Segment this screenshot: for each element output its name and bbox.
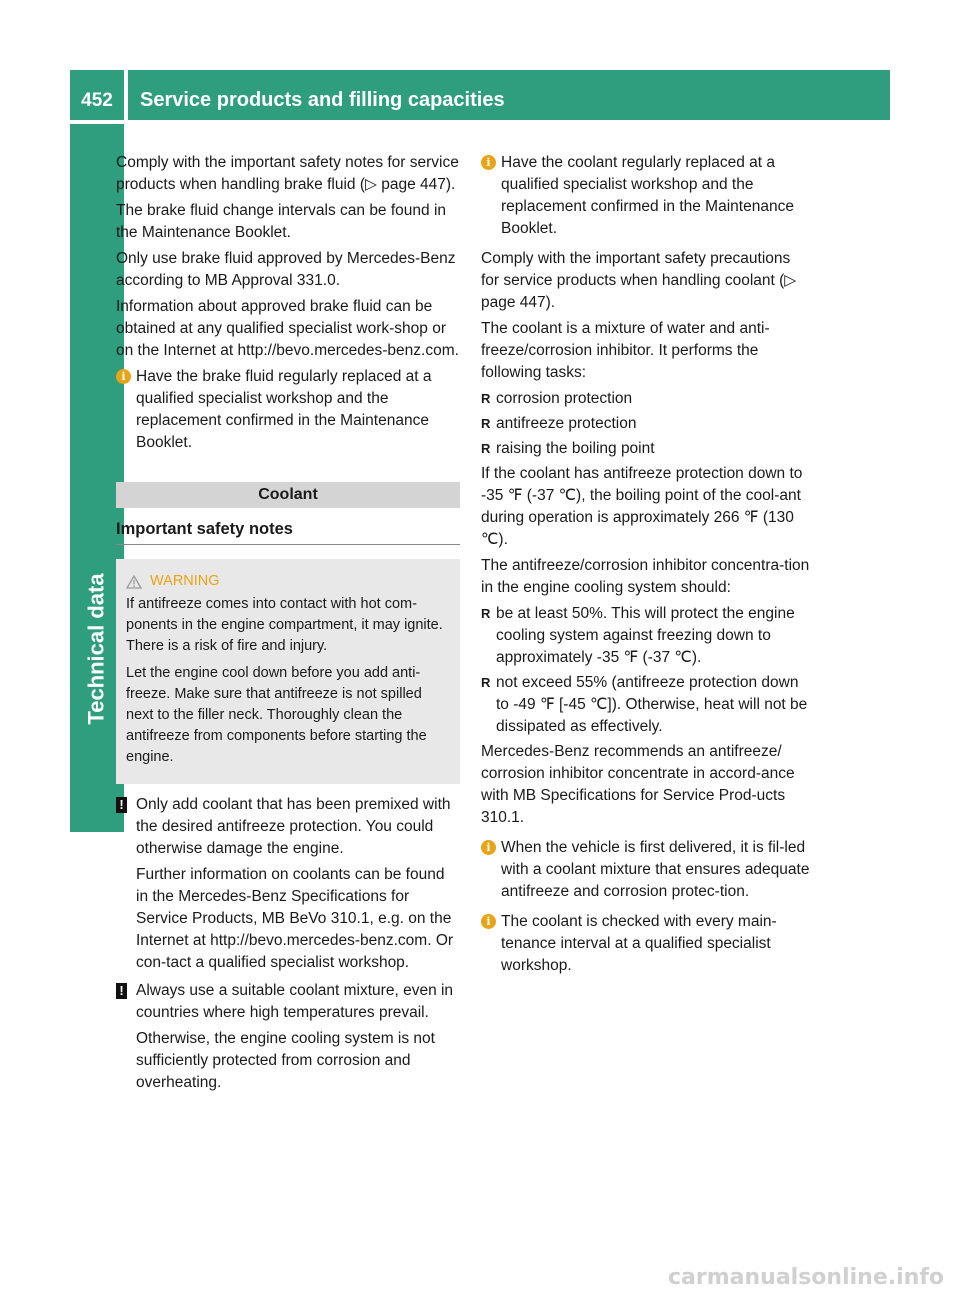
- subheading: Important safety notes: [116, 518, 460, 545]
- section-title: Coolant: [116, 482, 460, 508]
- list-item: [481, 672, 811, 738]
- paragraph: Only use brake fluid approved by Mercedes-Benz according to MB Approval 331.0.: [116, 250, 456, 289]
- warning-box: [116, 559, 460, 784]
- info-icon: i: [116, 369, 131, 384]
- info-text: The coolant is checked with every main-tenance interval at a qualified specialist workshop.: [501, 913, 777, 974]
- paragraph: Comply with the important safety notes for service products when handling brake fluid (▷ page 447).: [116, 154, 459, 193]
- exclamation-icon: !: [116, 797, 127, 813]
- warning-header: [126, 571, 450, 592]
- paragraph: The brake fluid change intervals can be found in the Maintenance Booklet.: [116, 202, 447, 241]
- bullet-icon: R: [481, 675, 491, 690]
- list-item-text: raising the boiling point: [496, 440, 655, 457]
- notice-text: Otherwise, the engine cooling system is not sufficiently protected from corrosion and overheating.: [136, 1030, 435, 1091]
- bullet-icon: R: [481, 606, 491, 621]
- notice-text: Always use a suitable coolant mixture, even in countries where high temperatures prevail.: [136, 982, 454, 1021]
- task-list: [481, 388, 811, 460]
- info-text: When the vehicle is first delivered, it is fil-led with a coolant mixture that ensures adequate antifreeze and corrosion protec-tion.: [501, 839, 810, 900]
- notice-note: [116, 794, 460, 974]
- paragraph: If the coolant has antifreeze protection down to -35 ℉ (-37 ℃), the boiling point of the cool-ant during operation is approximately 266 ℉ (130 ℃).: [481, 465, 803, 548]
- list-item-text: antifreeze protection: [496, 415, 637, 432]
- list-item-text: corrosion protection: [496, 390, 633, 407]
- notice-note: [116, 980, 460, 1094]
- warning-triangle-icon: [126, 575, 142, 589]
- list-item: [481, 413, 811, 435]
- list-item-text: not exceed 55% (antifreeze protection down to -49 ℉ [-45 ℃]). Otherwise, heat will not be dissipated as effectively.: [496, 674, 808, 735]
- warning-label: WARNING: [150, 573, 220, 589]
- paragraph: The coolant is a mixture of water and anti-freeze/corrosion inhibitor. It performs the following tasks:: [481, 320, 770, 381]
- info-icon: i: [481, 840, 496, 855]
- paragraph: Information about approved brake fluid can be obtained at any qualified specialist work-shop or on the Internet at http://bevo.mercedes-benz.com.: [116, 298, 459, 359]
- watermark: carmanualsonline.info: [668, 1265, 944, 1290]
- bullet-icon: R: [481, 416, 491, 431]
- requirement-list: [481, 603, 811, 738]
- paragraph: The antifreeze/corrosion inhibitor concentra-tion in the engine cooling system should:: [481, 557, 810, 596]
- info-note: [116, 366, 460, 454]
- list-item: [481, 388, 811, 410]
- info-text: Have the brake fluid regularly replaced at a qualified specialist workshop and the replacement confirmed in the Maintenance Booklet.: [136, 368, 432, 451]
- right-column: [481, 152, 811, 985]
- side-tab-label: Technical data: [84, 573, 110, 725]
- bullet-icon: R: [481, 441, 491, 456]
- info-note: [481, 837, 811, 903]
- info-icon: i: [481, 914, 496, 929]
- info-note: [481, 911, 811, 977]
- exclamation-icon: !: [116, 983, 127, 999]
- paragraph: Comply with the important safety precautions for service products when handling coolant (▷ page 447).: [481, 250, 797, 311]
- header-title: Service products and filling capacities: [128, 70, 890, 120]
- notice-text: Further information on coolants can be found in the Mercedes-Benz Specifications for Service Products, MB BeVo 310.1, e.g. on the Internet at http://bevo.mercedes-benz.com. Or con-tact a qualified specialist workshop.: [136, 866, 454, 971]
- page-number: 452: [70, 70, 124, 120]
- list-item: [481, 603, 811, 669]
- info-text: Have the coolant regularly replaced at a qualified specialist workshop and the replacement confirmed in the Maintenance Booklet.: [501, 154, 794, 237]
- list-item-text: be at least 50%. This will protect the engine cooling system against freezing down to approximately -35 ℉ (-37 ℃).: [496, 605, 795, 666]
- bullet-icon: R: [481, 391, 491, 406]
- left-column: [116, 152, 460, 1100]
- paragraph: Mercedes-Benz recommends an antifreeze/ corrosion inhibitor concentrate in accord-ance with MB Specifications for Service Prod-ucts 310.1.: [481, 743, 795, 826]
- info-note: [481, 152, 811, 240]
- list-item: [481, 438, 811, 460]
- warning-text: If antifreeze comes into contact with hot com-ponents in the engine compartment, it may ignite. There is a risk of fire and injury.: [126, 596, 443, 654]
- notice-text: Only add coolant that has been premixed with the desired antifreeze protection. You could otherwise damage the engine.: [136, 796, 451, 857]
- warning-text: Let the engine cool down before you add anti-freeze. Make sure that antifreeze is not spilled next to the filler neck. Thoroughly clean the antifreeze from components before starting the engine.: [126, 665, 427, 765]
- info-icon: i: [481, 155, 496, 170]
